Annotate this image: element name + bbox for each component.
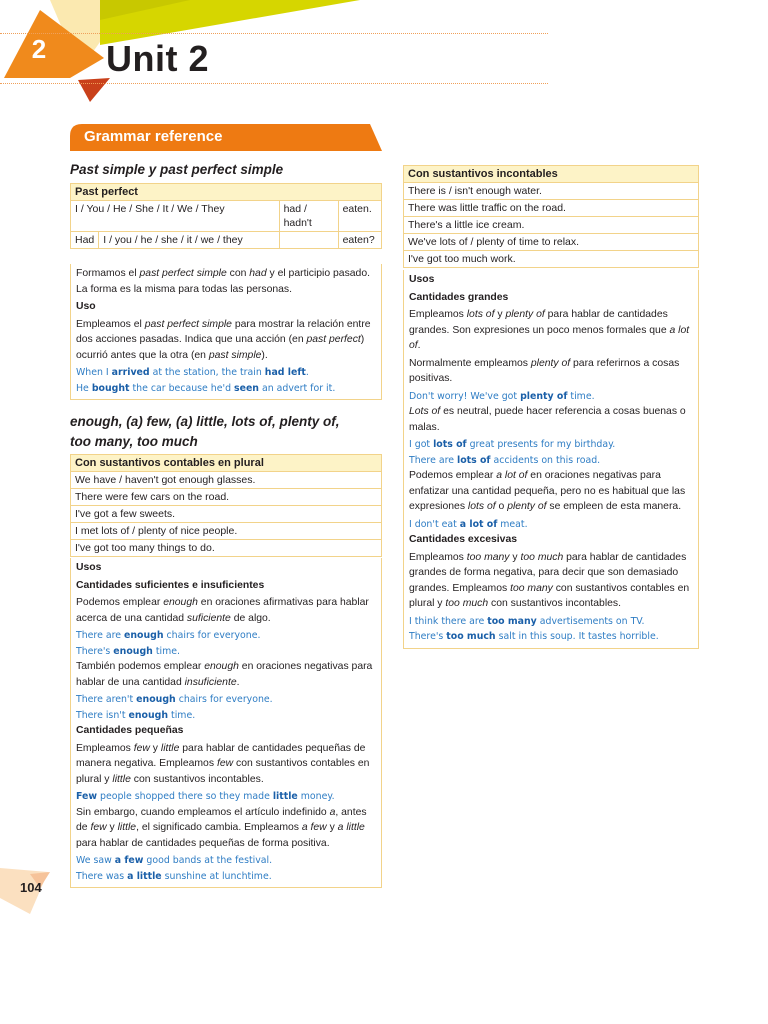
- paragraph: Formamos el past perfect simple con had y el participio pasado. La forma es la misma para todas las personas.: [76, 268, 370, 295]
- example: Few people shopped there so they made little money.: [76, 791, 335, 802]
- example: There's enough time.: [76, 645, 180, 657]
- example: I don't eat a lot of meat.: [409, 518, 528, 530]
- subheading: Usos: [409, 274, 435, 285]
- table-row: We've lots of / plenty of time to relax.: [404, 234, 699, 251]
- paragraph: Podemos emplear a lot of en oraciones negativas para enfatizar una cantidad pequeña, pero no es habitual que las expresiones lots of o plenty of se empleen de esta manera.: [409, 470, 686, 512]
- table-cell: had / hadn't: [279, 201, 338, 232]
- uncountable-table: [403, 165, 699, 268]
- section-title: Grammar reference: [84, 128, 223, 145]
- table-row: There's a little ice cream.: [404, 217, 699, 234]
- divider-bottom: [0, 83, 548, 84]
- table-header: Con sustantivos incontables: [404, 166, 699, 183]
- table-row: We have / haven't got enough glasses.: [71, 472, 382, 489]
- example: There's too much salt in this soup. It tastes horrible.: [409, 631, 659, 642]
- uncountable-box: [403, 270, 699, 649]
- paragraph: Empleamos too many y too much para hablar de cantidades grandes de forma negativa, para decir que son demasiado grandes. Empleamos too many con sustantivos contables en plural y too much con sustantivos incontables.: [409, 551, 690, 609]
- table-row: I've got too many things to do.: [71, 540, 382, 557]
- example: Don't worry! We've got plenty of time.: [409, 390, 595, 402]
- title-quantifiers: enough, (a) few, (a) little, lots of, plenty of, too many, too much: [70, 414, 340, 449]
- example: He bought the car because he'd seen an advert for it.: [76, 382, 336, 394]
- table-row: I've got a few sweets.: [71, 506, 382, 523]
- subheading: Uso: [76, 301, 96, 312]
- example: There was a little sunshine at lunchtime.: [76, 870, 272, 882]
- paragraph: También podemos emplear enough en oraciones negativas para hablar de una cantidad insuficiente.: [76, 661, 373, 688]
- title-past-simple: Past simple y past perfect simple: [70, 162, 284, 177]
- table-cell: Had: [71, 232, 99, 249]
- table-row: I've got too much work.: [404, 251, 699, 268]
- example: I think there are too many advertisements on TV.: [409, 615, 645, 627]
- paragraph: Podemos emplear enough en oraciones afirmativas para hablar acerca de una cantidad suficiente de algo.: [76, 597, 369, 624]
- paragraph: Empleamos el past perfect simple para mostrar la relación entre dos acciones pasadas. Indica que una acción (en past perfect) ocurrió antes que la otra (en past simple).: [76, 318, 371, 361]
- table-row: I met lots of / plenty of nice people.: [71, 523, 382, 540]
- page-title: Unit 2: [106, 38, 210, 79]
- table-row: There was little traffic on the road.: [404, 200, 699, 217]
- table-cell: eaten.: [338, 201, 381, 232]
- past-perfect-table: [70, 183, 382, 249]
- example: There are enough chairs for everyone.: [76, 630, 261, 641]
- table-cell: eaten?: [338, 232, 381, 249]
- example: When I arrived at the station, the train had left.: [76, 367, 309, 378]
- subheading: Cantidades excesivas: [409, 534, 518, 545]
- table-header: Con sustantivos contables en plural: [71, 455, 382, 472]
- paragraph: Sin embargo, cuando empleamos el artículo indefinido a, antes de few y little, el significado cambia. Empleamos a few y a little para hablar de cantidades pequeñas de forma positiva.: [76, 806, 367, 849]
- paragraph: Normalmente empleamos plenty of para referirnos a cosas positivas.: [409, 357, 680, 384]
- example: There are lots of accidents on this road.: [409, 454, 601, 466]
- paragraph: Lots of es neutral, puede hacer referencia a cosas buenas o malas.: [409, 406, 686, 433]
- table-cell: I / You / He / She / It / We / They: [71, 201, 280, 232]
- past-perfect-box: [70, 264, 382, 400]
- table-cell: [279, 232, 338, 249]
- example: I got lots of great presents for my birthday.: [409, 439, 616, 450]
- red-triangle: [78, 78, 110, 102]
- table-row: There is / isn't enough water.: [404, 183, 699, 200]
- table-row: There were few cars on the road.: [71, 489, 382, 506]
- unit-number: 2: [31, 34, 47, 64]
- paragraph: Empleamos few y little para hablar de cantidades pequeñas de manera negativa. Empleamos few con sustantivos contables en plural y little con sustantivos incontables.: [76, 742, 370, 785]
- subheading: Usos: [76, 562, 102, 573]
- subheading: Cantidades grandes: [409, 291, 509, 303]
- countable-box: [70, 558, 382, 888]
- subheading: Cantidades suficientes e insuficientes: [76, 579, 265, 591]
- example: We saw a few good bands at the festival.: [76, 855, 273, 866]
- table-cell: I / you / he / she / it / we / they: [99, 232, 279, 249]
- countable-table: [70, 454, 382, 557]
- table-header: Past perfect: [71, 184, 382, 201]
- example: There isn't enough time.: [76, 709, 196, 721]
- subheading: Cantidades pequeñas: [76, 725, 184, 736]
- section-header: [70, 124, 382, 151]
- example: There aren't enough chairs for everyone.: [76, 694, 273, 705]
- page-number: 104: [20, 880, 42, 895]
- paragraph: Empleamos lots of y plenty of para hablar de cantidades grandes. Son expresiones un poco menos formales que a lot of.: [409, 309, 690, 351]
- divider-top: [0, 33, 548, 34]
